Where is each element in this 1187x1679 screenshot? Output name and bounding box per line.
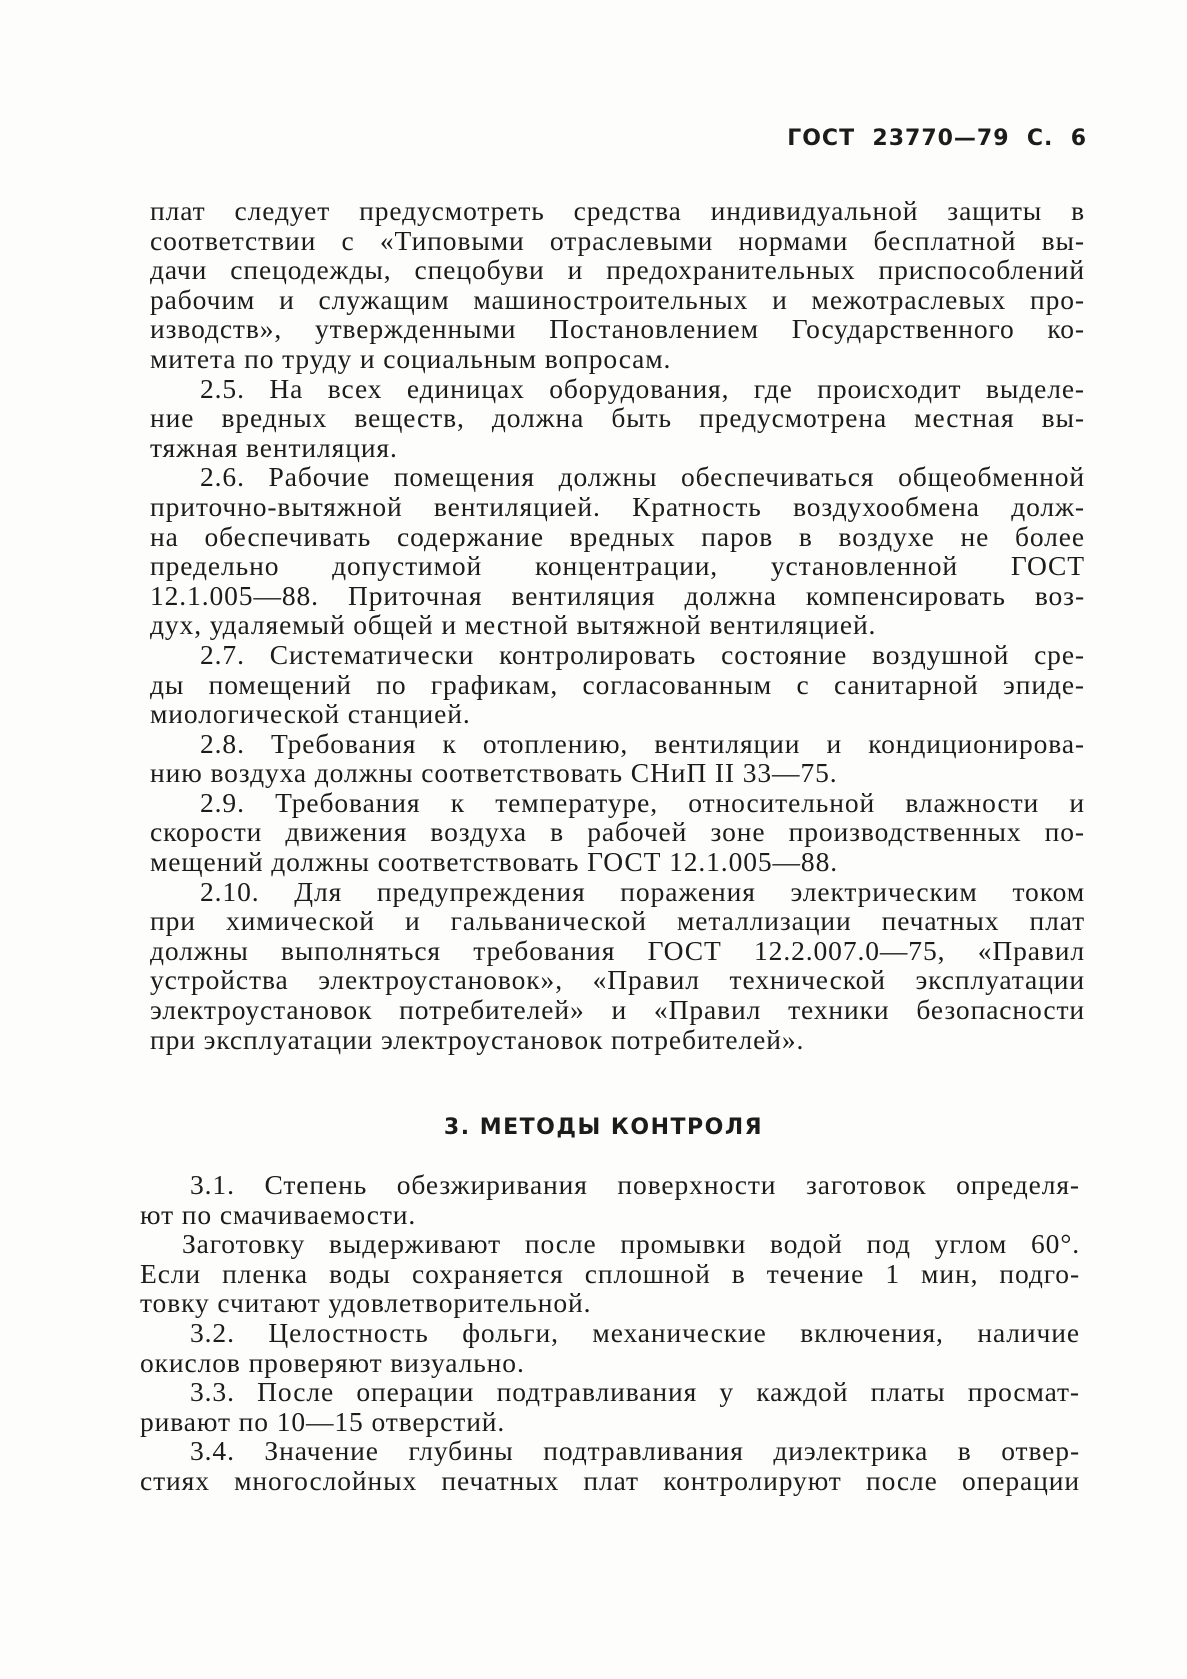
text-line: скорости движения воздуха в рабочей зоне производственных по- [150, 816, 1085, 848]
text-line: при эксплуатации электроустановок потребителей». [150, 1023, 805, 1055]
text-line: предельно допустимой концентрации, установленной ГОСТ [150, 550, 1085, 582]
text-line: при химической и гальванической металлизации печатных плат [150, 905, 1085, 937]
text-line: Заготовку выдерживают после промывки водой под углом 60°. [182, 1228, 1080, 1260]
section-3-heading: 3. МЕТОДЫ КОНТРОЛЯ [443, 1115, 764, 1140]
clause-2-10: 2.10. Для предупреждения поражения электрическим током [200, 875, 1085, 907]
clause-3-4: 3.4. Значение глубины подтравливания диэлектрика в отвер- [190, 1435, 1080, 1467]
clause-3-3: 3.3. После операции подтравливания у каждой платы просмат- [190, 1376, 1080, 1408]
text-line: ды помещений по графикам, согласованным с санитарной эпиде- [150, 668, 1085, 700]
text-line: приточно-вытяжной вентиляцией. Кратность воздухообмена долж- [150, 490, 1085, 522]
text-line: ривают по 10—15 отверстий. [140, 1405, 506, 1437]
text-line: миологической станцией. [150, 698, 471, 730]
clause-2-9: 2.9. Требования к температуре, относительной влажности и [200, 786, 1085, 818]
text-line: рабочим и служащим машиностроительных и межотраслевых про- [150, 283, 1085, 315]
text-line: устройства электроустановок», «Правил технической эксплуатации [150, 964, 1085, 996]
clause-3-2: 3.2. Целостность фольги, механические включения, наличие [190, 1316, 1080, 1348]
text-line: ют по смачиваемости. [140, 1198, 417, 1230]
text-line: дух, удаляемый общей и местной вытяжной вентиляцией. [150, 609, 877, 641]
clause-3-1: 3.1. Степень обезжиривания поверхности заготовок определя- [190, 1169, 1080, 1200]
text-line: стиях многослойных печатных плат контролируют после операции [140, 1464, 1080, 1496]
text-line: дачи спецодежды, спецобуви и предохранительных приспособлений [150, 254, 1085, 286]
text-line: тяжная вентиляция. [150, 431, 398, 463]
text-line: нию воздуха должны соответствовать СНиП II 33—75. [150, 757, 838, 789]
clause-2-6: 2.6. Рабочие помещения должны обеспечиваться общеобменной [200, 461, 1085, 493]
text-line: на обеспечивать содержание вредных паров в воздухе не более [150, 520, 1085, 552]
text-line: окислов проверяют визуально. [140, 1346, 525, 1378]
text-line: должны выполняться требования ГОСТ 12.2.007.0—75, «Правил [150, 934, 1085, 966]
clause-2-7: 2.7. Систематически контролировать состояние воздушной сре- [200, 638, 1085, 670]
section-3-text [140, 1170, 1080, 1496]
text-line: соответствии с «Типовыми отраслевыми нормами бесплатной вы- [150, 224, 1085, 256]
section-2-text [150, 196, 1085, 1054]
text-line: плат следует предусмотреть средства индивидуальной защиты в [150, 195, 1085, 226]
text-line: товку считают удовлетворительной. [140, 1287, 592, 1319]
text-line: митета по труду и социальным вопросам. [150, 342, 672, 374]
text-line: изводств», утвержденными Постановлением Государственного ко- [150, 313, 1085, 345]
running-head: ГОСТ 23770—79 С. 6 [787, 126, 1087, 151]
text-line: электроустановок потребителей» и «Правил техники безопасности [150, 994, 1085, 1026]
clause-2-8: 2.8. Требования к отоплению, вентиляции и кондиционирова- [200, 727, 1085, 759]
text-line: Если пленка воды сохраняется сплошной в течение 1 мин, подго- [140, 1257, 1080, 1289]
text-line: ние вредных веществ, должна быть предусмотрена местная вы- [150, 402, 1085, 434]
text-line: мещений должны соответствовать ГОСТ 12.1.005—88. [150, 846, 838, 878]
clause-2-5: 2.5. На всех единицах оборудования, где происходит выделе- [200, 372, 1085, 404]
text-line: 12.1.005—88. Приточная вентиляция должна компенсировать воз- [150, 579, 1085, 611]
